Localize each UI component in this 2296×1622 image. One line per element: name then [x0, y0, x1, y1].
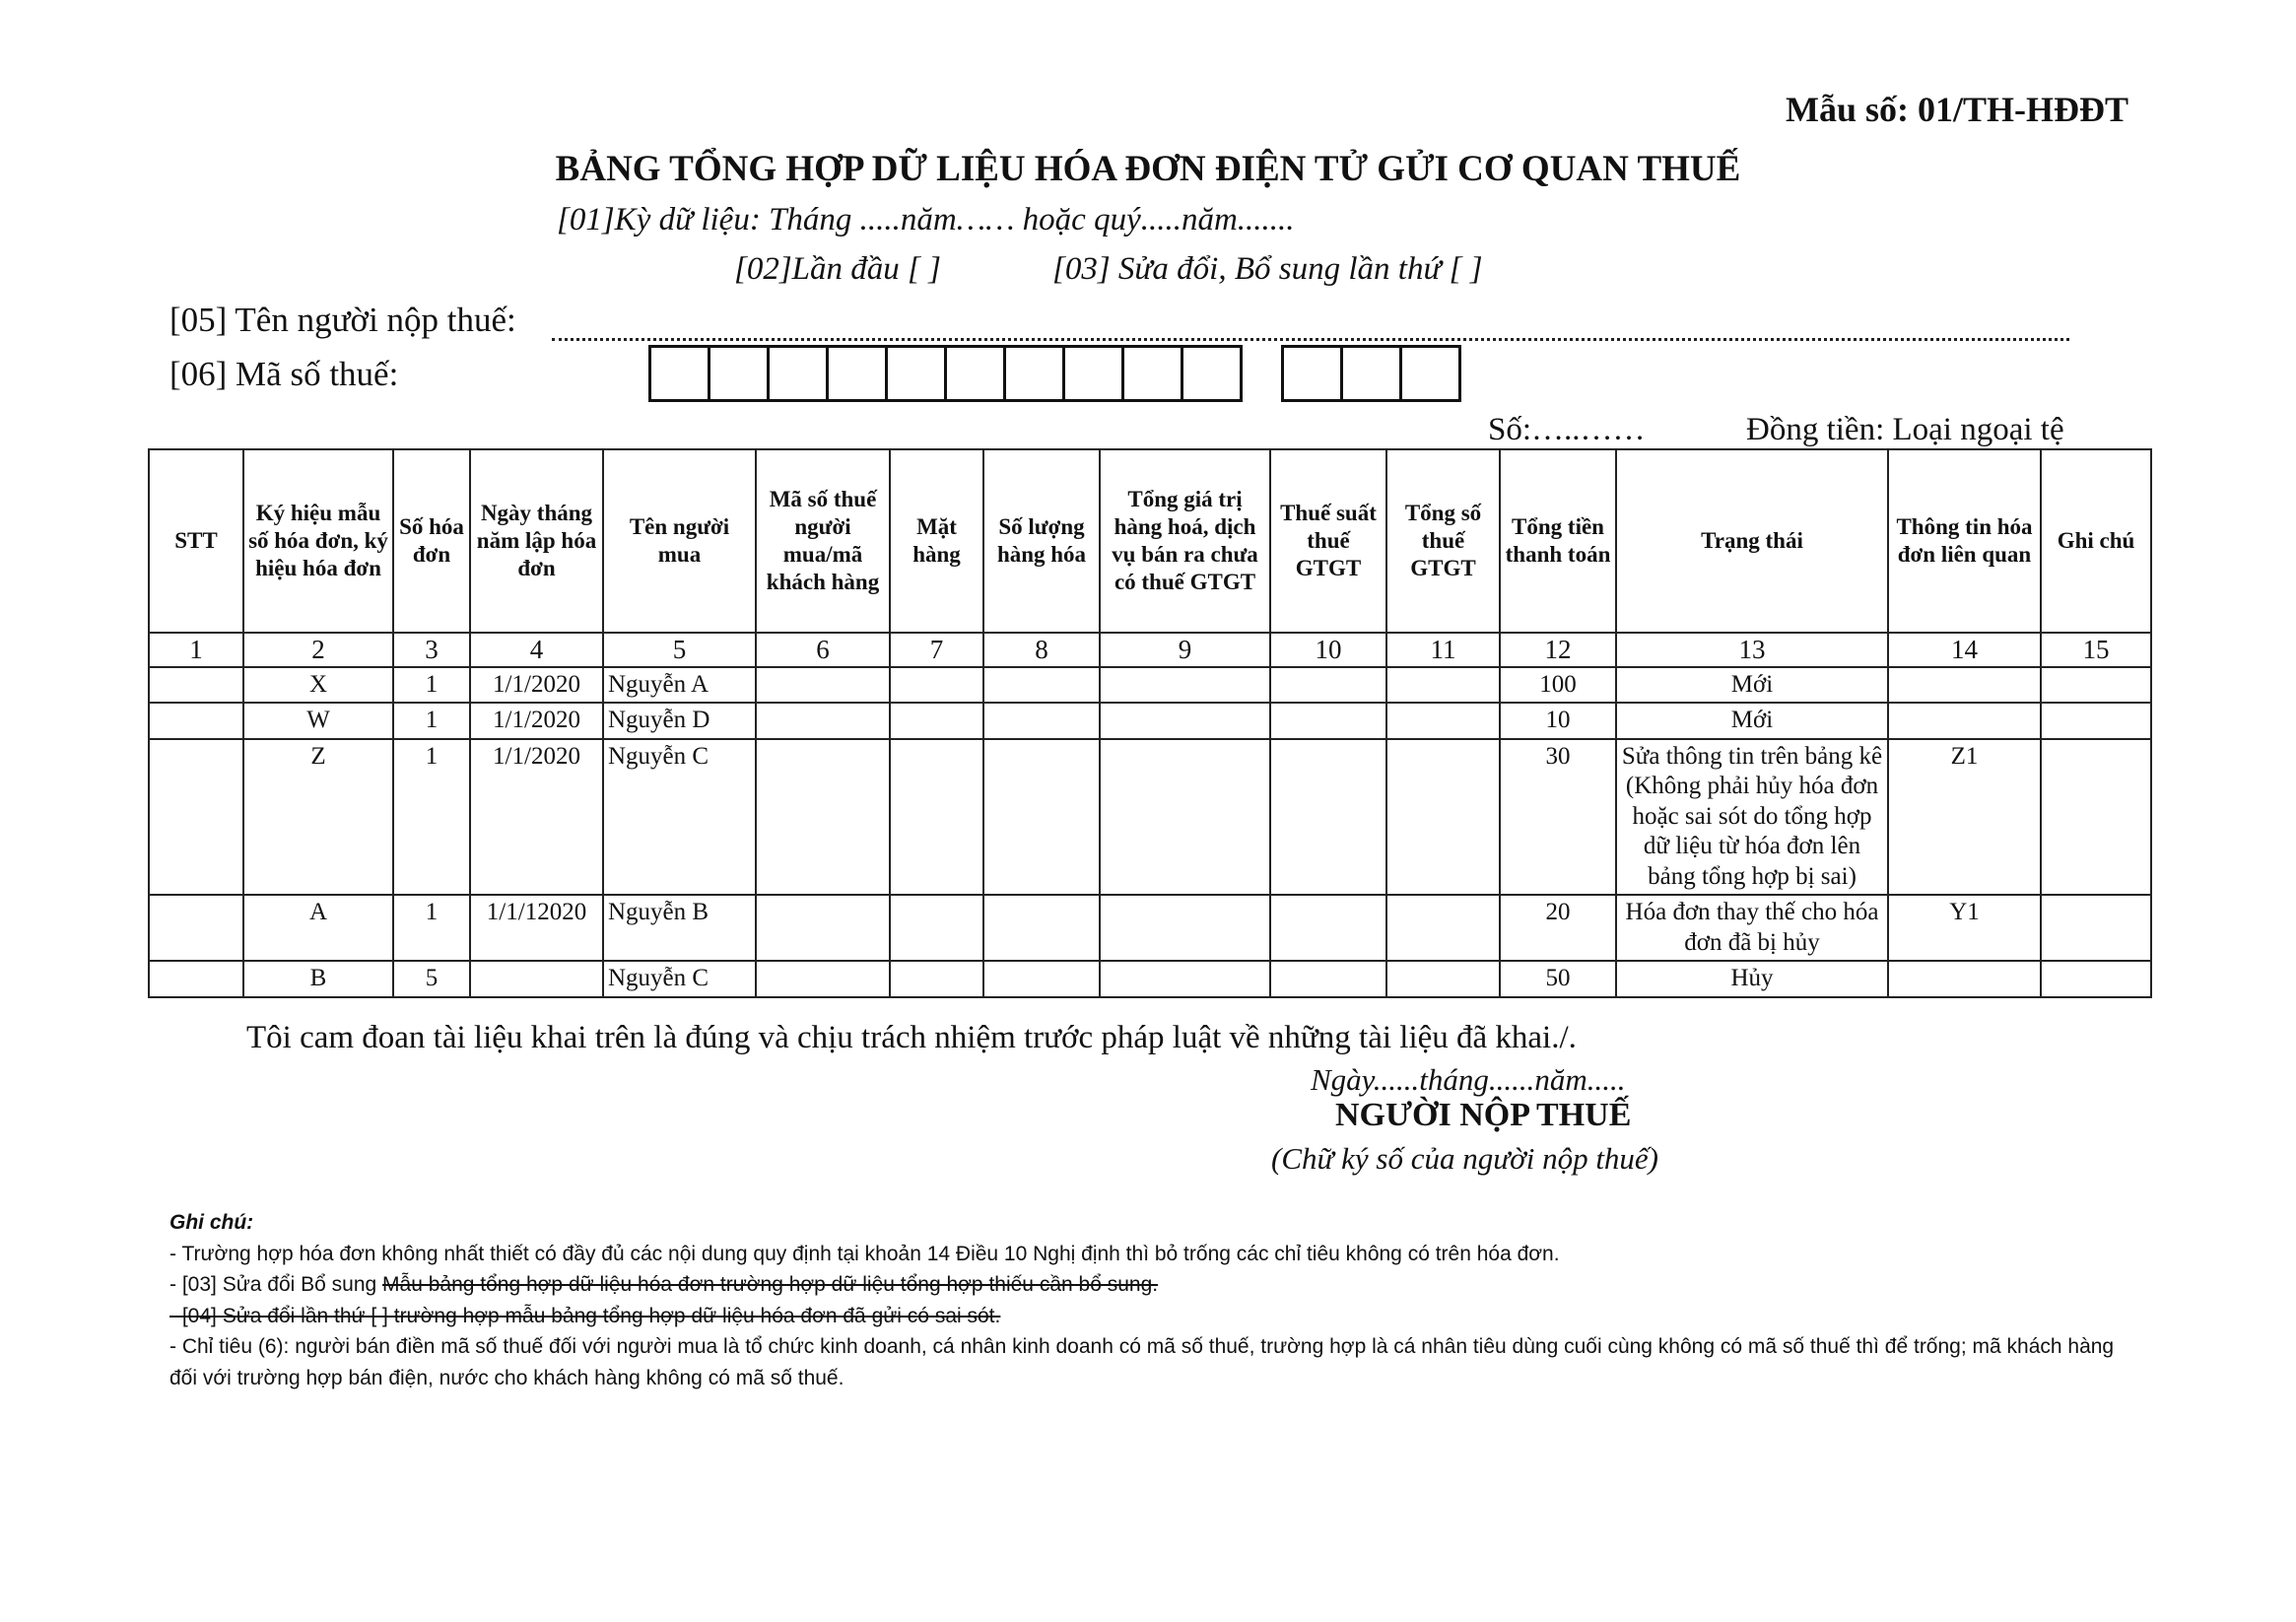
cell-symbol: B [243, 961, 393, 997]
tax-code-digit-box [651, 348, 710, 399]
column-header: Trạng thái [1616, 449, 1888, 633]
cell-vat-amount [1386, 667, 1500, 704]
table-row [149, 703, 2151, 739]
column-header: Ngày tháng năm lập hóa đơn [470, 449, 603, 633]
table-row [149, 667, 2151, 704]
column-header: Thuế suất thuế GTGT [1270, 449, 1386, 633]
cell-quantity [983, 739, 1100, 896]
cell-item [890, 961, 983, 997]
cell-buyer: Nguyễn C [603, 961, 756, 997]
cell-value [1100, 739, 1270, 896]
tax-code-digit-box [710, 348, 770, 399]
cell-date: 1/1/2020 [470, 739, 603, 896]
cell-note [2041, 739, 2151, 896]
cell-symbol: W [243, 703, 393, 739]
note-line: - Chỉ tiêu (6): người bán điền mã số thuế đối với người mua là tổ chức kinh doanh, cá nhân kinh doanh có mã số thuế, trường hợp là cá nhân tiêu dùng cuối cùng không có mã số thuế thì để trống; mã khách hàng đối với trường hợp bán điện, nước cho khách hàng không có mã số thuế. [169, 1335, 2115, 1389]
cell-related [1888, 667, 2041, 704]
note-struck-line: - [04] Sửa đổi lần thứ [ ] trường hợp mẫu bảng tổng hợp dữ liệu hóa đơn đã gửi có sai sót. [169, 1304, 1001, 1327]
column-number: 2 [243, 633, 393, 667]
column-number: 14 [1888, 633, 2041, 667]
note-line: - Trường hợp hóa đơn không nhất thiết có đầy đủ các nội dung quy định tại khoản 14 Điều 10 Nghị định thì bỏ trống các chỉ tiêu không có trên hóa đơn. [169, 1242, 1560, 1265]
cell-status: Hủy [1616, 961, 1888, 997]
cell-invoice-number: 1 [393, 703, 470, 739]
tax-code-digit-box [770, 348, 829, 399]
declaration-text: Tôi cam đoan tài liệu khai trên là đúng và chịu trách nhiệm trước pháp luật về những tài liệu đã khai./. [246, 1020, 1577, 1055]
cell-invoice-number: 5 [393, 961, 470, 997]
cell-symbol: X [243, 667, 393, 704]
cell-stt [149, 895, 243, 961]
taxpayer-name-field [552, 301, 2069, 341]
cell-vat-amount [1386, 739, 1500, 896]
cell-item [890, 703, 983, 739]
cell-buyer-tax [756, 895, 890, 961]
note-text: - [03] Sửa đổi Bổ sung [169, 1273, 383, 1296]
cell-note [2041, 667, 2151, 704]
cell-vat-amount [1386, 961, 1500, 997]
cell-value [1100, 961, 1270, 997]
cell-quantity [983, 961, 1100, 997]
column-header: Số hóa đơn [393, 449, 470, 633]
cell-stt [149, 739, 243, 896]
tax-code-digit-box [1006, 348, 1065, 399]
cell-related [1888, 961, 2041, 997]
tax-code-digit-box [1284, 348, 1343, 399]
cell-status: Mới [1616, 667, 1888, 704]
cell-status: Mới [1616, 703, 1888, 739]
table-header-row [149, 449, 2151, 633]
document-number-label: Số:…..…… [1488, 412, 1646, 447]
cell-stt [149, 703, 243, 739]
column-header: Mã số thuế người mua/mã khách hàng [756, 449, 890, 633]
cell-invoice-number: 1 [393, 895, 470, 961]
column-header: STT [149, 449, 243, 633]
tax-code-digit-box [1402, 348, 1458, 399]
note-struck-text: Mẫu bảng tổng hợp dữ liệu hóa đơn trường hợp dữ liệu tổng hợp thiếu cần bổ sung. [382, 1273, 1159, 1296]
column-header: Tổng giá trị hàng hoá, dịch vụ bán ra chưa có thuế GTGT [1100, 449, 1270, 633]
cell-symbol: A [243, 895, 393, 961]
column-number: 13 [1616, 633, 1888, 667]
cell-note [2041, 703, 2151, 739]
column-number-row [149, 633, 2151, 667]
currency-label: Đồng tiền: Loại ngoại tệ [1746, 412, 2064, 447]
tax-code-digit-box [829, 348, 888, 399]
tax-code-digit-box [1124, 348, 1183, 399]
column-header: Mặt hàng [890, 449, 983, 633]
column-header: Thông tin hóa đơn liên quan [1888, 449, 2041, 633]
column-number: 4 [470, 633, 603, 667]
note-line [169, 1269, 2140, 1301]
column-number: 12 [1500, 633, 1616, 667]
cell-buyer: Nguyễn D [603, 703, 756, 739]
signature-note: (Chữ ký số của người nộp thuế) [1271, 1141, 1659, 1176]
cell-vat-rate [1270, 703, 1386, 739]
amendment-checkbox: [03] Sửa đổi, Bổ sung lần thứ [ ] [1052, 251, 1483, 287]
table-row [149, 895, 2151, 961]
column-header: Số lượng hàng hóa [983, 449, 1100, 633]
tax-code-digit-box [1183, 348, 1240, 399]
notes-section [169, 1207, 2140, 1393]
cell-buyer-tax [756, 667, 890, 704]
cell-symbol: Z [243, 739, 393, 896]
cell-buyer: Nguyễn C [603, 739, 756, 896]
cell-buyer-tax [756, 739, 890, 896]
cell-date: 1/1/2020 [470, 703, 603, 739]
cell-vat-rate [1270, 895, 1386, 961]
cell-buyer: Nguyễn A [603, 667, 756, 704]
cell-note [2041, 961, 2151, 997]
column-number: 8 [983, 633, 1100, 667]
cell-quantity [983, 667, 1100, 704]
cell-status: Sửa thông tin trên bảng kê (Không phải hủy hóa đơn hoặc sai sót do tổng hợp dữ liệu từ hóa đơn lên bảng tổng hợp bị sai) [1616, 739, 1888, 896]
column-number: 5 [603, 633, 756, 667]
document-title: BẢNG TỔNG HỢP DỮ LIỆU HÓA ĐƠN ĐIỆN TỬ GỬI CƠ QUAN THUẾ [555, 149, 1741, 189]
cell-related: Y1 [1888, 895, 2041, 961]
column-number: 7 [890, 633, 983, 667]
cell-total: 30 [1500, 739, 1616, 896]
cell-quantity [983, 703, 1100, 739]
column-header: Tên người mua [603, 449, 756, 633]
column-number: 9 [1100, 633, 1270, 667]
form-code: Mẫu số: 01/TH-HĐĐT [1785, 90, 2128, 129]
cell-vat-amount [1386, 895, 1500, 961]
data-period-field: [01]Kỳ dữ liệu: Tháng .....năm…… hoặc quý.....năm....... [557, 202, 1295, 237]
notes-title: Ghi chú: [169, 1211, 254, 1234]
cell-vat-rate [1270, 667, 1386, 704]
taxpayer-name-label: [05] Tên người nộp thuế: [169, 301, 516, 339]
cell-status: Hóa đơn thay thế cho hóa đơn đã bị hủy [1616, 895, 1888, 961]
cell-buyer-tax [756, 961, 890, 997]
cell-invoice-number: 1 [393, 667, 470, 704]
signer-title: NGƯỜI NỘP THUẾ [1335, 1097, 1632, 1133]
first-time-checkbox: [02]Lần đầu [ ] [734, 251, 941, 287]
cell-related: Z1 [1888, 739, 2041, 896]
column-header: Tổng tiền thanh toán [1500, 449, 1616, 633]
cell-buyer-tax [756, 703, 890, 739]
column-header: Ghi chú [2041, 449, 2151, 633]
column-number: 11 [1386, 633, 1500, 667]
cell-total: 20 [1500, 895, 1616, 961]
tax-code-label: [06] Mã số thuế: [169, 355, 399, 393]
cell-vat-rate [1270, 961, 1386, 997]
cell-item [890, 739, 983, 896]
cell-quantity [983, 895, 1100, 961]
cell-date [470, 961, 603, 997]
tax-code-boxes-branch [1281, 345, 1461, 402]
cell-date: 1/1/2020 [470, 667, 603, 704]
cell-related [1888, 703, 2041, 739]
cell-stt [149, 961, 243, 997]
cell-item [890, 895, 983, 961]
column-number: 3 [393, 633, 470, 667]
cell-stt [149, 667, 243, 704]
column-number: 15 [2041, 633, 2151, 667]
table-row [149, 739, 2151, 896]
cell-value [1100, 703, 1270, 739]
cell-vat-rate [1270, 739, 1386, 896]
cell-total: 100 [1500, 667, 1616, 704]
cell-date: 1/1/12020 [470, 895, 603, 961]
cell-vat-amount [1386, 703, 1500, 739]
column-header: Ký hiệu mẫu số hóa đơn, ký hiệu hóa đơn [243, 449, 393, 633]
tax-code-digit-box [1343, 348, 1402, 399]
invoice-summary-table [148, 448, 2152, 998]
column-number: 6 [756, 633, 890, 667]
table-row [149, 961, 2151, 997]
cell-buyer: Nguyễn B [603, 895, 756, 961]
tax-code-digit-box [888, 348, 947, 399]
column-number: 1 [149, 633, 243, 667]
cell-value [1100, 895, 1270, 961]
cell-item [890, 667, 983, 704]
sign-date-line: Ngày......tháng......năm..... [1311, 1062, 1626, 1097]
column-number: 10 [1270, 633, 1386, 667]
cell-invoice-number: 1 [393, 739, 470, 896]
cell-note [2041, 895, 2151, 961]
cell-value [1100, 667, 1270, 704]
column-header: Tổng số thuế GTGT [1386, 449, 1500, 633]
tax-code-boxes-main [648, 345, 1243, 402]
cell-total: 10 [1500, 703, 1616, 739]
tax-code-digit-box [947, 348, 1006, 399]
cell-total: 50 [1500, 961, 1616, 997]
tax-code-digit-box [1065, 348, 1124, 399]
